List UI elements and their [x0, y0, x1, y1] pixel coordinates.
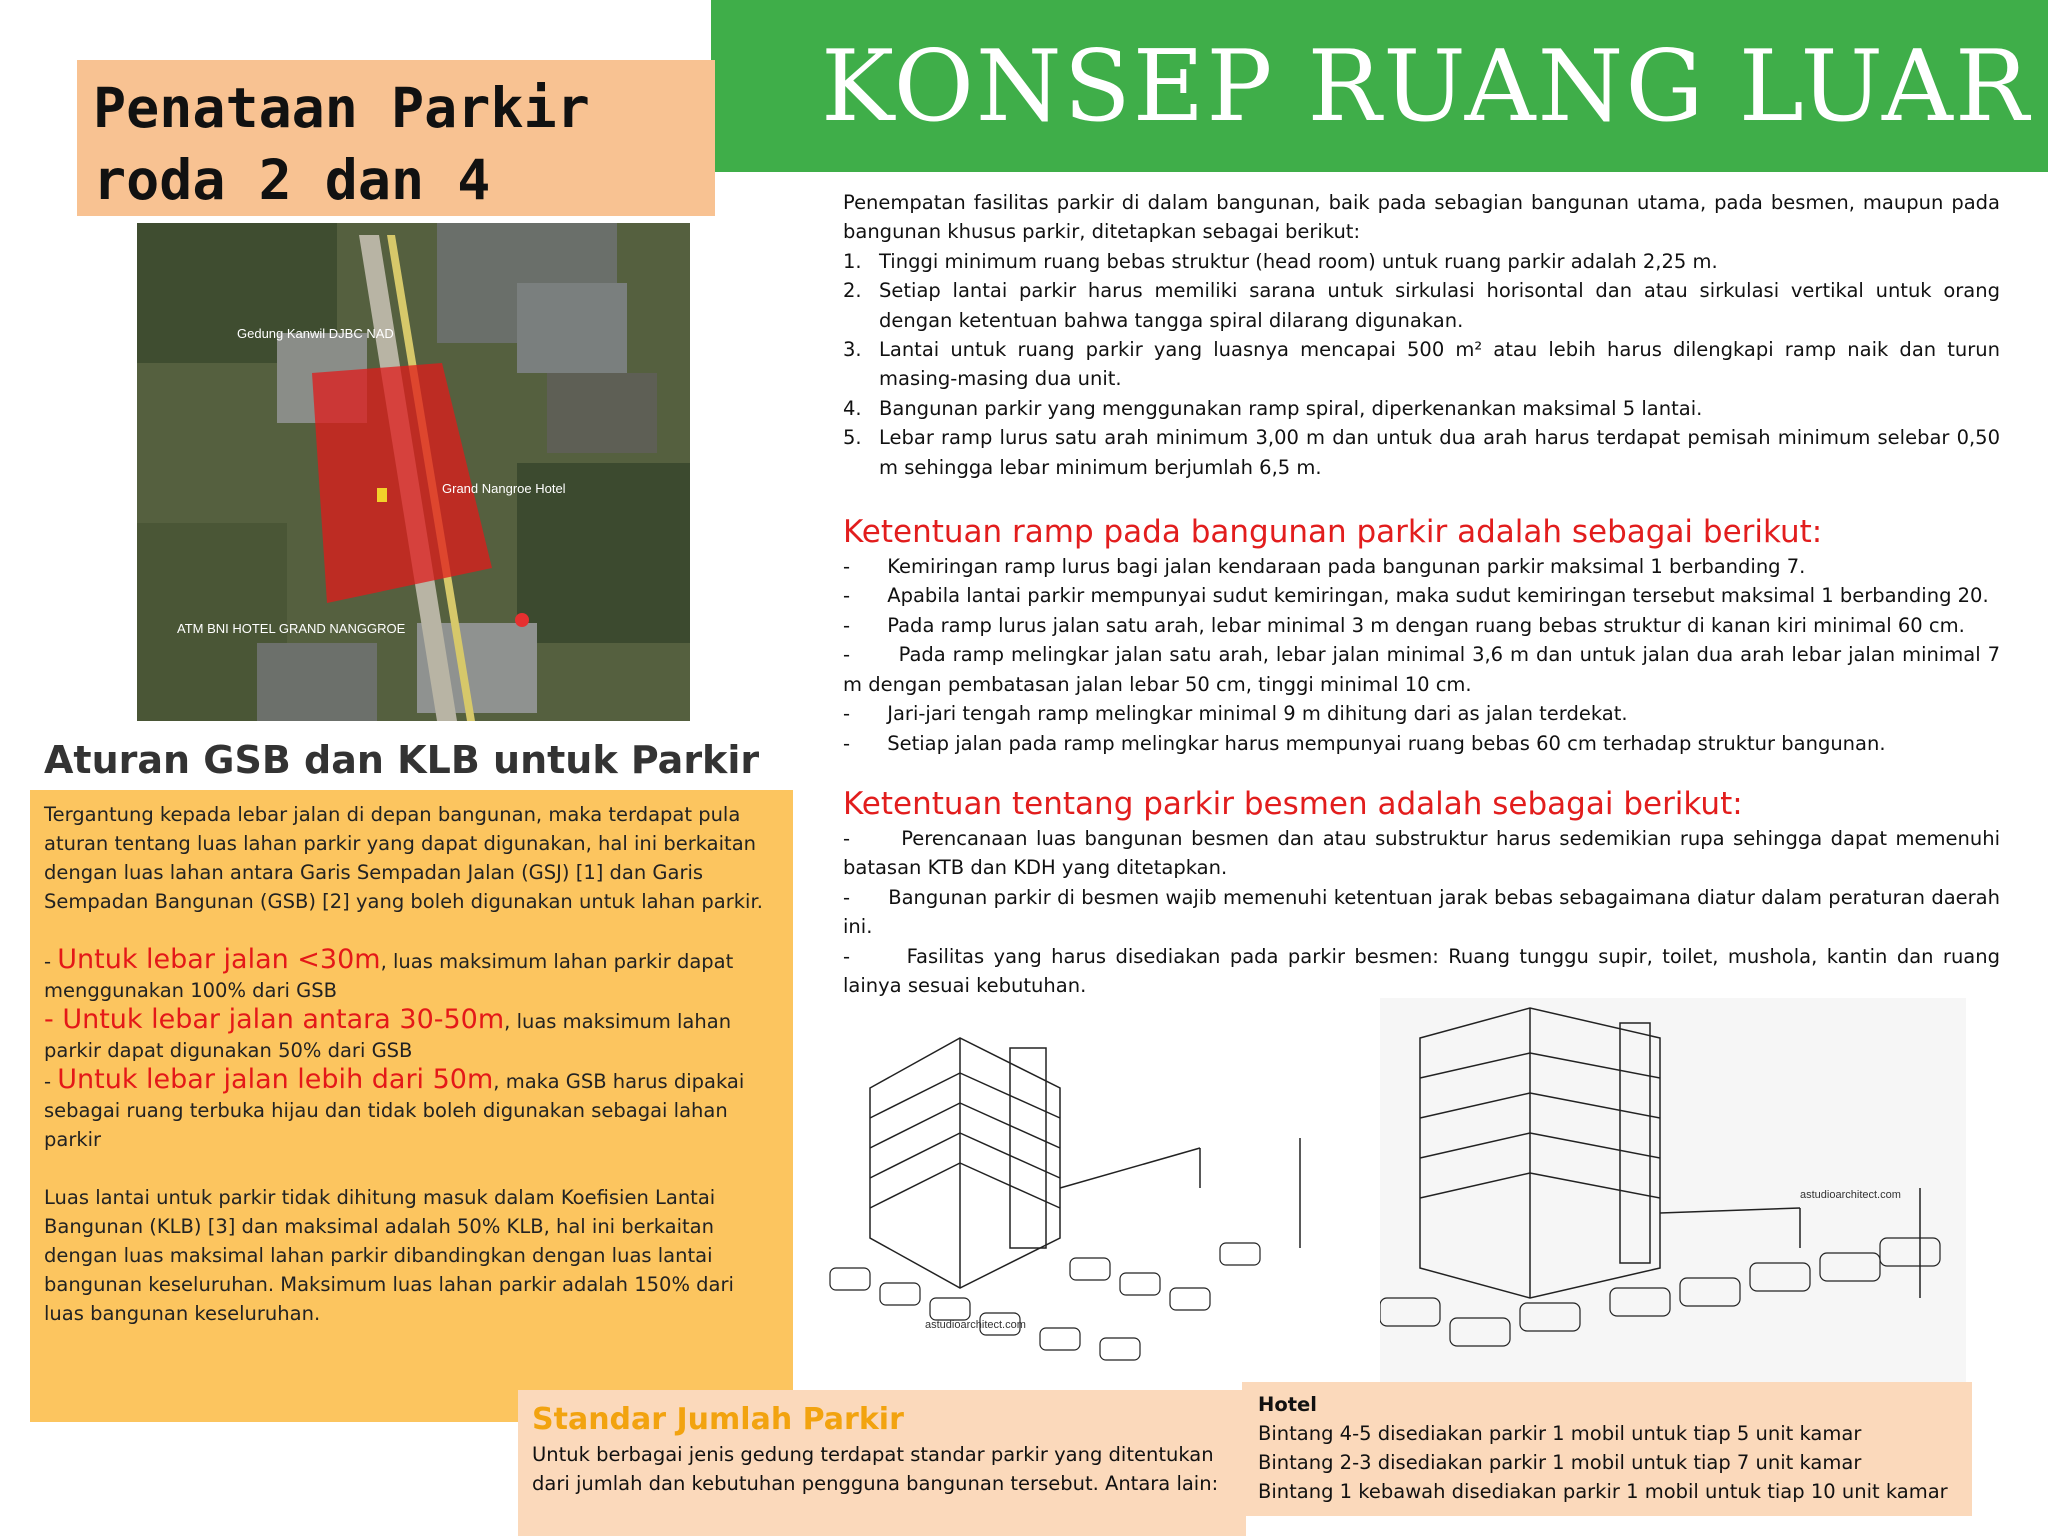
satellite-map-image [137, 223, 690, 721]
hotel-line: Bintang 1 kebawah disediakan parkir 1 mobil untuk tiap 10 unit kamar [1258, 1480, 1948, 1503]
map-label-hotel: Grand Nangroe Hotel [442, 481, 566, 496]
building-sketch-1-image [810, 1028, 1324, 1368]
besmen-item: - Bangunan parkir di besmen wajib memenuhi ketentuan jarak bebas sebagaimana diatur dalam peraturan daerah ini. [843, 885, 2007, 939]
hotel-box [1242, 1382, 1972, 1516]
gsb-item-2: - Untuk lebar jalan antara 30-50m, luas maksimum lahan parkir dapat digunakan 50% dari GSB [44, 1004, 732, 1062]
parkir-title-box [77, 60, 715, 216]
map-label-kanwil: Gedung Kanwil DJBC NAD [237, 326, 394, 341]
besmen-item: - Perencanaan luas bangunan besmen dan atau substruktur harus sedemikian rupa sehingga dapat memenuhi batasan KTB dan KDH yang ditetapkan. [843, 826, 2007, 880]
header-banner [711, 0, 2048, 172]
gsb-item-2-highlight: - Untuk lebar jalan antara 30-50m [44, 1004, 505, 1035]
gsb-item-3: - Untuk lebar jalan lebih dari 50m, maka GSB harus dipakai sebagai ruang terbuka hijau dan tidak boleh digunakan sebagai lahan parkir [44, 1064, 745, 1151]
ramp-item: - Jari-jari tengah ramp melingkar minimal 9 m dihitung dari as jalan terdekat. [843, 702, 1628, 726]
building-sketch-1 [810, 1028, 1324, 1368]
satellite-map [137, 223, 690, 721]
ramp-item: - Pada ramp melingkar jalan satu arah, lebar jalan minimal 3,6 m dan untuk jalan dua arah lebar jalan minimal 7 m dengan pembatasan jalan lebar 50 cm, tinggi minimal 10 cm. [843, 643, 2007, 696]
standar-title: Standar Jumlah Parkir [532, 1402, 904, 1437]
besmen-heading: Ketentuan tentang parkir besmen adalah sebagai berikut: [843, 785, 1743, 822]
numbered-item: 5. Lebar ramp lurus satu arah minimum 3,00 m dan untuk dua arah harus terdapat pemisah minimum selebar 0,50 m sehingga lebar minimum berjumlah 6,5 m. [843, 426, 2000, 479]
map-label-atm: ATM BNI HOTEL GRAND NANGGROE [177, 621, 406, 636]
building-sketch-2-image [1380, 998, 1966, 1384]
gsb-item-3-highlight: Untuk lebar jalan lebih dari 50m [57, 1064, 494, 1095]
standar-body: Untuk berbagai jenis gedung terdapat standar parkir yang ditentukan dari jumlah dan kebutuhan pengguna bangunan tersebut. Antara lain: [532, 1443, 1219, 1495]
right-intro: Penempatan fasilitas parkir di dalam bangunan, baik pada sebagian bangunan utama, pada besmen, maupun pada bangunan khusus parkir, ditetapkan sebagai berikut: [843, 191, 2000, 244]
numbered-item: 4. Bangunan parkir yang menggunakan ramp spiral, diperkenankan maksimal 5 lantai. [843, 396, 1703, 420]
standar-box [518, 1390, 1246, 1536]
ramp-item: - Kemiringan ramp lurus bagi jalan kendaraan pada bangunan parkir maksimal 1 berbanding 7. [843, 555, 1806, 579]
building-sketch-2 [1380, 998, 1966, 1384]
parkir-title-line1: Penataan Parkir [93, 76, 590, 140]
hotel-title: Hotel [1258, 1393, 1317, 1416]
right-text-column [843, 188, 2007, 1000]
parkir-title-line2: roda 2 dan 4 [93, 148, 491, 212]
ramp-item: - Setiap jalan pada ramp melingkar harus mempunyai ruang bebas 60 cm terhadap struktur bangunan. [843, 731, 1886, 755]
besmen-item: - Fasilitas yang harus disediakan pada parkir besmen: Ruang tunggu supir, toilet, mushola, kantin dan ruang lainya sesuai kebutuhan. [843, 944, 2007, 997]
drawing2-credit: astudioarchitect.com [1800, 1189, 1901, 1201]
ramp-item: - Pada ramp lurus jalan satu arah, lebar minimal 3 m dengan ruang bebas struktur di kanan kiri minimal 60 cm. [843, 613, 1965, 637]
numbered-item: 3. Lantai untuk ruang parkir yang luasnya mencapai 500 m² atau lebih harus dilengkapi ramp naik dan turun masing-masing dua unit. [843, 338, 2000, 391]
gsb-box [30, 790, 793, 1422]
hotel-line: Bintang 2-3 disediakan parkir 1 mobil untuk tiap 7 unit kamar [1258, 1451, 1862, 1474]
gsb-intro: Tergantung kepada lebar jalan di depan bangunan, maka terdapat pula aturan tentang luas lahan parkir yang dapat digunakan, hal ini berkaitan dengan luas lahan antara Garis Sempadan Jalan (GSJ) [1] dan Garis Sempadan Bangunan (GSB) [2] yang boleh digunakan untuk lahan parkir. [44, 803, 763, 913]
gsb-heading: Aturan GSB dan KLB untuk Parkir [44, 738, 760, 782]
ramp-heading: Ketentuan ramp pada bangunan parkir adalah sebagai berikut: [843, 514, 1823, 551]
numbered-item: 2. Setiap lantai parkir harus memiliki sarana untuk sirkulasi horisontal dan atau sirkulasi vertikal untuk orang dengan ketentuan bahwa tangga spiral dilarang digunakan. [843, 279, 2000, 332]
numbered-item: 1. Tinggi minimum ruang bebas struktur (head room) untuk ruang parkir adalah 2,25 m. [843, 249, 1718, 273]
ramp-item: - Apabila lantai parkir mempunyai sudut kemiringan, maka sudut kemiringan tersebut maksimal 1 berbanding 20. [843, 584, 1989, 608]
page-title: KONSEP RUANG LUAR [821, 30, 2031, 144]
gsb-item-1-highlight: Untuk lebar jalan <30m [57, 944, 381, 975]
gsb-closing: Luas lantai untuk parkir tidak dihitung masuk dalam Koefisien Lantai Bangunan (KLB) [3] dan maksimal adalah 50% KLB, hal ini berkaitan dengan luas maksimal lahan parkir dibandingkan dengan luas lantai bangunan keseluruhan. Maksimum luas lahan parkir adalah 150% dari luas bangunan keseluruhan. [44, 1186, 734, 1325]
hotel-line: Bintang 4-5 disediakan parkir 1 mobil untuk tiap 5 unit kamar [1258, 1422, 1862, 1445]
drawing1-credit: astudioarchitect.com [925, 1319, 1026, 1331]
gsb-item-1: - Untuk lebar jalan <30m, luas maksimum lahan parkir dapat menggunakan 100% dari GSB [44, 944, 734, 1002]
